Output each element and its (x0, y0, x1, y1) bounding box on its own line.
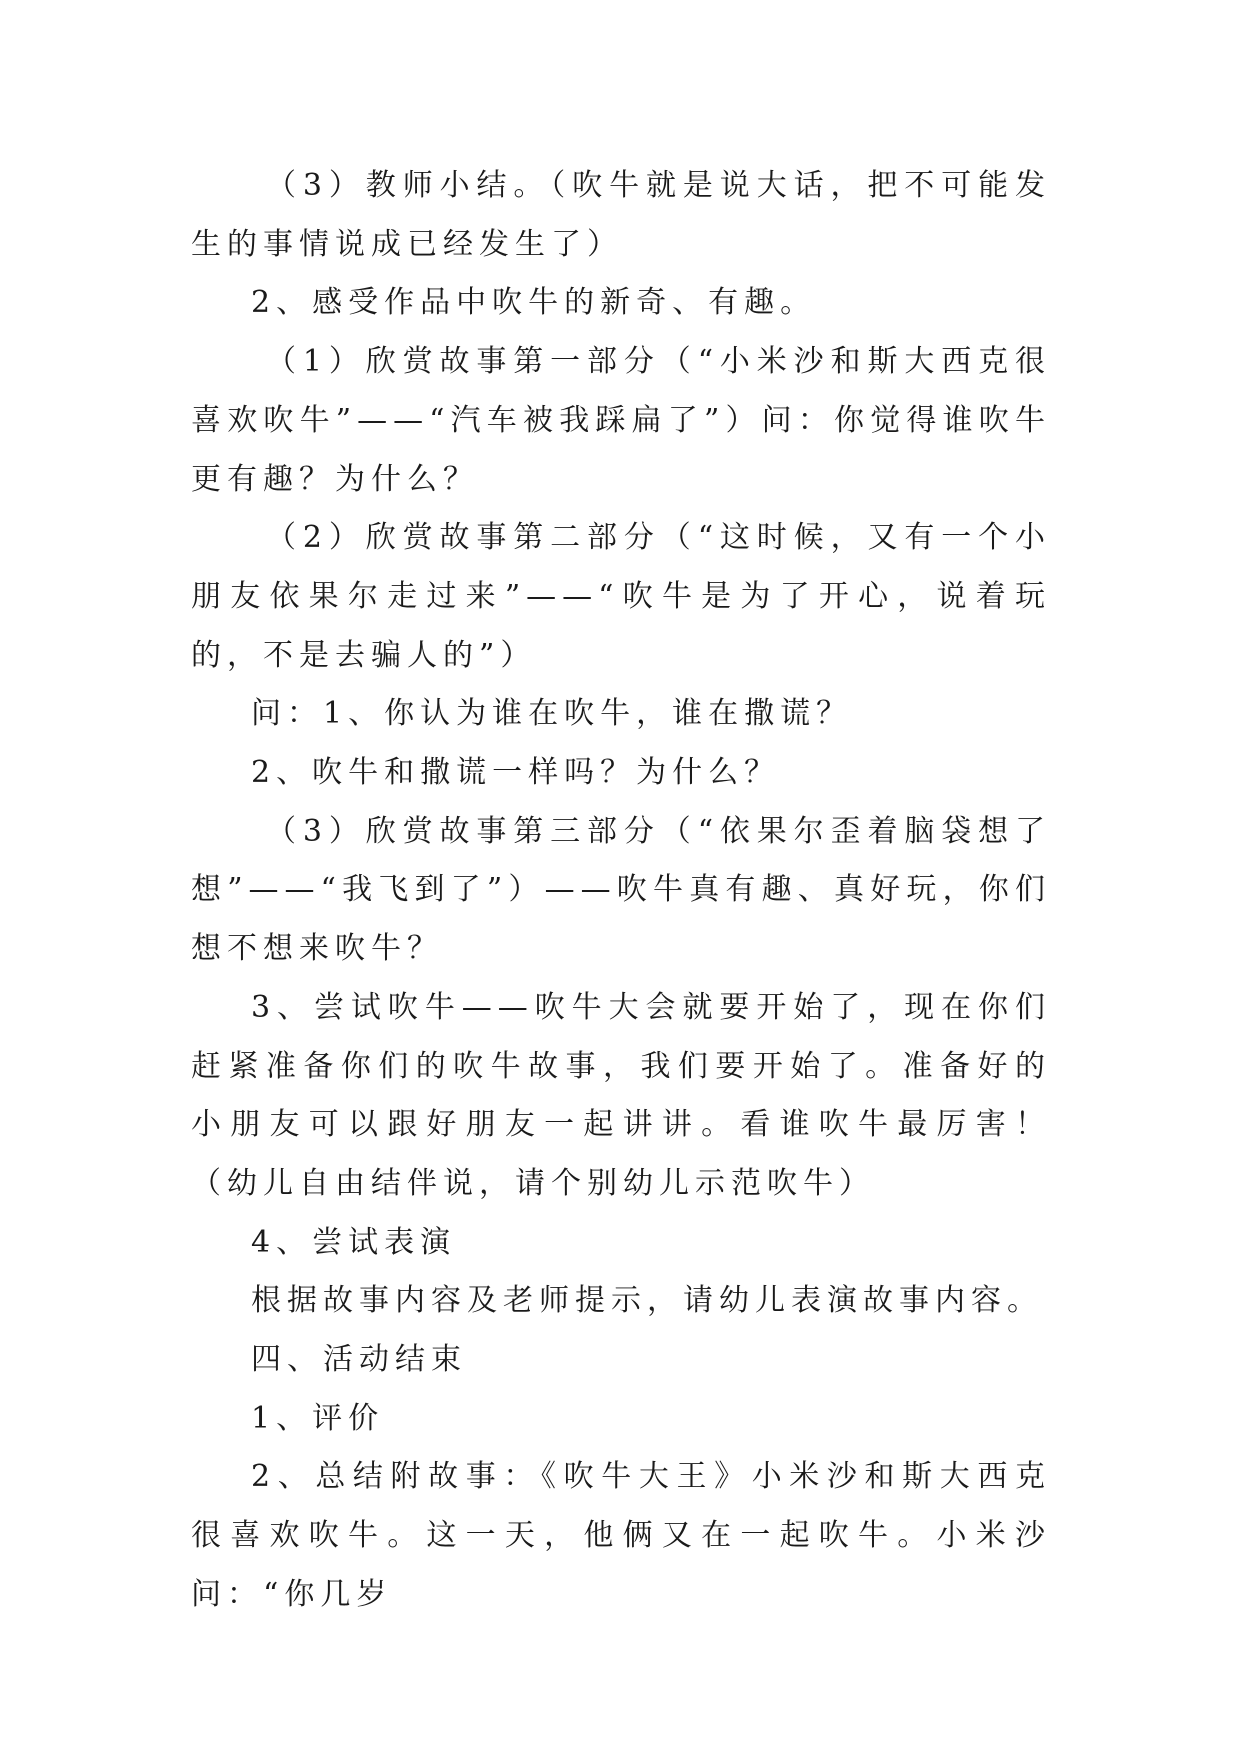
section-heading: 四、活动结束 (251, 1342, 467, 1378)
paragraph: （3）欣赏故事第三部分（“依果尔歪着脑袋想了想”——“我飞到了”）——吹牛真有趣、真好玩，你们想不想来吹牛？ (191, 813, 1051, 967)
paragraph: 问：1、你认为谁在吹牛，谁在撒谎？ (251, 696, 853, 732)
paragraph: （1）欣赏故事第一部分（“小米沙和斯大西克很喜欢吹牛”——“汽车被我踩扁了”）问：你觉得谁吹牛更有趣？为什么？ (191, 344, 1051, 497)
paragraph: 3、尝试吹牛——吹牛大会就要开始了，现在你们赶紧准备你们的吹牛故事，我们要开始了。准备好的小朋友可以跟好朋友一起讲讲。看谁吹牛最厉害！（幼儿自由结伴说，请个别幼儿示范吹牛） (191, 989, 1051, 1201)
paragraph: 2、总结附故事：《吹牛大王》小米沙和斯大西克很喜欢吹牛。这一天，他俩又在一起吹牛。小米沙问：“你几岁 (191, 1459, 1051, 1612)
document-body (191, 157, 1051, 1625)
paragraph: 2、吹牛和撒谎一样吗？为什么？ (251, 755, 781, 791)
paragraph: 根据故事内容及老师提示，请幼儿表演故事内容。 (251, 1283, 1043, 1319)
paragraph: （3）教师小结。（吹牛就是说大话，把不可能发生的事情说成已经发生了） (191, 168, 1051, 262)
paragraph: 4、尝试表演 (251, 1224, 457, 1260)
paragraph: 1、评价 (251, 1400, 385, 1436)
paragraph: （2）欣赏故事第二部分（“这时候，又有一个小朋友依果尔走过来”——“吹牛是为了开心，说着玩的，不是去骗人的”） (191, 520, 1051, 673)
paragraph: 2、感受作品中吹牛的新奇、有趣。 (251, 285, 817, 321)
